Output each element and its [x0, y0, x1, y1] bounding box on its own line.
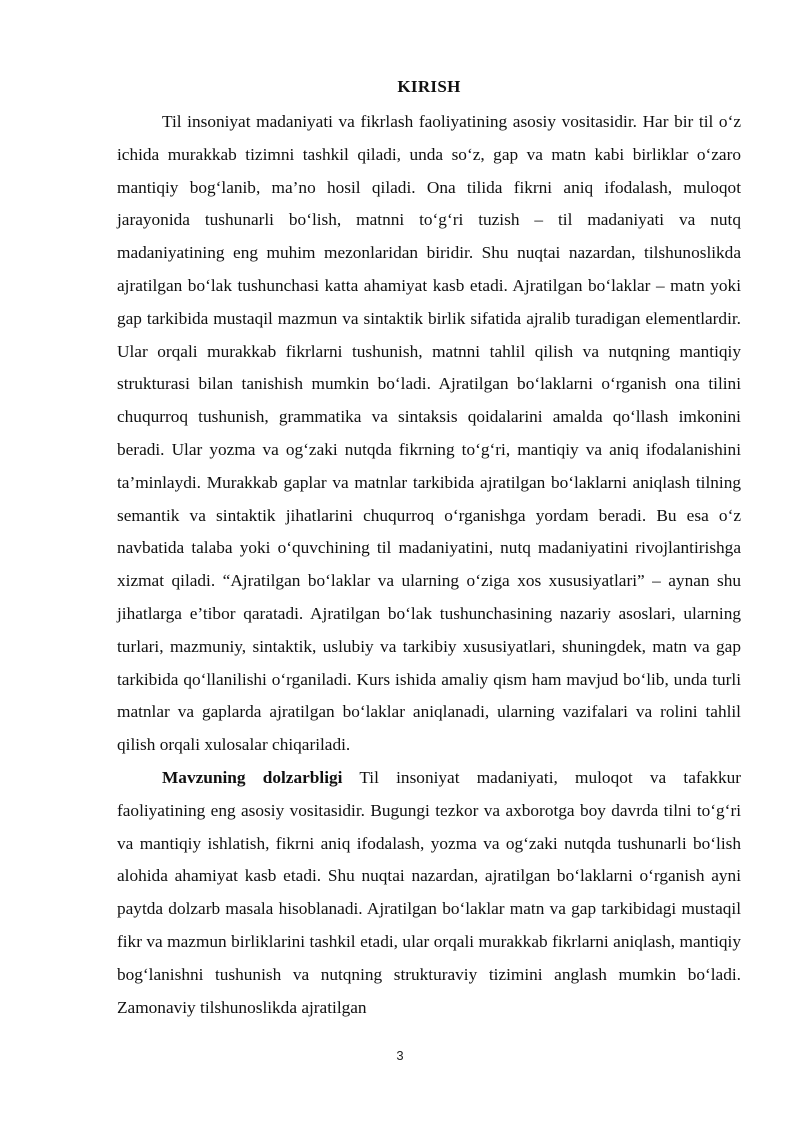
intro-paragraph [117, 106, 741, 762]
section-title: KIRISH [397, 77, 461, 96]
intro-paragraph-text: Til insoniyat madaniyati va fikrlash faoliyatining asosiy vositasidir. Har bir til o‘z ichida murakkab tizimni tashkil qiladi, unda so‘z, gap va matn kabi birliklar o‘zaro mantiqiy bog‘lanib, ma’no hosil qiladi. Ona tilida fikrni aniq ifodalash, muloqot jarayonida tushunarli bo‘lish, matnni to‘g‘ri tuzish – til madaniyati va nutq madaniyatining eng muhim mezonlaridan biridir. Shu nuqtai nazardan, tilshunoslikda ajratilgan bo‘lak tushunchasi katta ahamiyat kasb etadi. Ajratilgan bo‘laklar – matn yoki gap tarkibida mustaqil mazmun va sintaktik birlik sifatida ajralib turadigan elementlardir. Ular orqali murakkab fikrlarni tushunish, matnni tahlil qilish va nutqning mantiqiy strukturasi bilan tanishish mumkin bo‘ladi. Ajratilgan bo‘laklarni o‘rganish ona tilini chuqurroq tushunish, grammatika va sintaksis qoidalarini amalda qo‘llash imkonini beradi. Ular yozma va og‘zaki nutqda fikrning to‘g‘ri, mantiqiy va aniq ifodalanishini ta’minlaydi. Murakkab gaplar va matnlar tarkibida ajratilgan bo‘laklarni aniqlash tilning semantik va sintaktik jihatlarini chuqurroq o‘rganishga yordam beradi. Bu esa o‘z navbatida talaba yoki o‘quvchining til madaniyatini, nutq madaniyatini rivojlantirishga xizmat qiladi. “Ajratilgan bo‘laklar va ularning o‘ziga xos xususiyatlari” – aynan shu jihatlarga e’tibor qaratadi. Ajratilgan bo‘lak tushunchasining nazariy asoslari, ularning turlari, mazmuniy, sintaktik, uslubiy va tarkibiy xususiyatlari, shuningdek, matn va gap tarkibida qo‘llanilishi o‘rganiladi. Kurs ishida amaliy qism ham mavjud bo‘lib, unda turli matnlar va gaplarda ajratilgan bo‘laklar aniqlanadi, ularning vazifalari va rolini tahlil qilish orqali xulosalar chiqariladi. [117, 112, 741, 755]
relevance-heading: Mavzuning dolzarbligi [162, 767, 343, 787]
page-number: 3 [396, 1048, 404, 1063]
document-page [117, 74, 741, 1024]
relevance-paragraph-text: Til insoniyat madaniyati, muloqot va tafakkur faoliyatining eng asosiy vositasidir. Bugungi tezkor va axborotga boy davrda tilni to‘g‘ri va mantiqiy ishlatish, fikrni aniq ifodalash, yozma va og‘zaki nutqda tushunarli bo‘lish alohida ahamiyat kasb etadi. Shu nuqtai nazardan, ajratilgan bo‘laklarni o‘rganish ayni paytda dolzarb masala hisoblanadi. Ajratilgan bo‘laklar matn va gap tarkibidagi mustaqil fikr va mazmun birliklarini tashkil etadi, ular orqali murakkab fikrlarni aniqlash, mantiqiy bog‘lanishni tushunish va nutqning strukturaviy tizimini anglash mumkin bo‘ladi. Zamonaviy tilshunoslikda ajratilgan [117, 767, 741, 1017]
relevance-paragraph [117, 762, 741, 1024]
